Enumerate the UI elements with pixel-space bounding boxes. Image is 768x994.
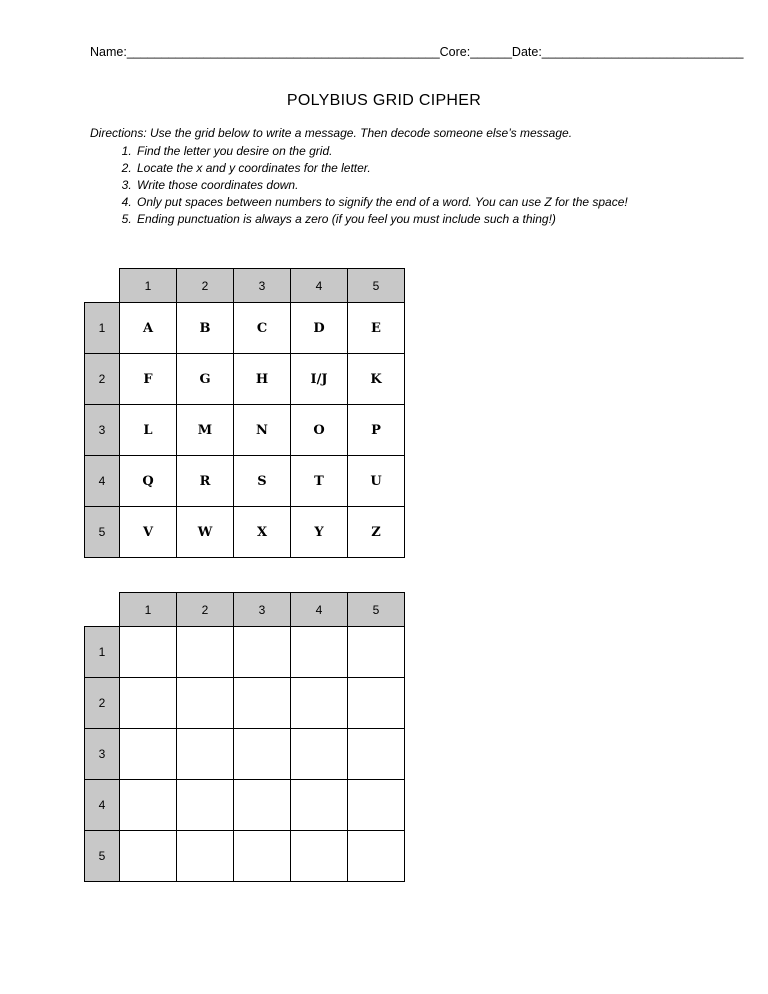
directions-intro: Directions: Use the grid below to write a message. Then decode someone else’s message.: [90, 126, 573, 140]
grid-row-5: [85, 507, 405, 558]
grid-row-5: [85, 831, 405, 882]
row-header-4: 4: [85, 456, 120, 507]
direction-step: 5. Ending punctuation is always a zero (if you feel you must include such a thing!): [135, 211, 628, 228]
col-header-4: 4: [291, 269, 348, 303]
grid-cell: G: [177, 354, 234, 405]
grid-row-4: [85, 780, 405, 831]
grid-cell: H: [234, 354, 291, 405]
row-header-5: 5: [85, 831, 120, 882]
grid-cell: C: [234, 303, 291, 354]
grid-cell: U: [348, 456, 405, 507]
blank-cell: [234, 780, 291, 831]
row-header-3: 3: [85, 729, 120, 780]
grid-cell: F: [120, 354, 177, 405]
blank-cell: [177, 831, 234, 882]
blank-cell: [177, 729, 234, 780]
direction-step: 3. Write those coordinates down.: [135, 177, 628, 194]
directions-steps: [90, 143, 628, 228]
row-header-5: 5: [85, 507, 120, 558]
blank-cell: [120, 831, 177, 882]
grid-header-row: [85, 269, 405, 303]
page-title: POLYBIUS GRID CIPHER: [286, 92, 482, 109]
blank-cell: [348, 780, 405, 831]
grid-cell: V: [120, 507, 177, 558]
grid-cell: B: [177, 303, 234, 354]
directions: [90, 126, 628, 228]
blank-cell: [234, 729, 291, 780]
blank-cell: [120, 627, 177, 678]
grid-row-1: [85, 627, 405, 678]
col-header-2: 2: [177, 269, 234, 303]
blank-cell: [120, 780, 177, 831]
direction-step: 2. Locate the x and y coordinates for the letter.: [135, 160, 628, 177]
blank-cell: [234, 678, 291, 729]
direction-step: 4. Only put spaces between numbers to signify the end of a word. You can use Z for the space!: [135, 194, 628, 211]
row-header-2: 2: [85, 678, 120, 729]
grid-corner: [85, 593, 120, 627]
grid-header-row: [85, 593, 405, 627]
grid-row-4: [85, 456, 405, 507]
grid-cell: M: [177, 405, 234, 456]
row-header-4: 4: [85, 780, 120, 831]
name-core-date-line: Name:_____________________________________________Core:______Date:_____________________________: [90, 45, 744, 59]
grid-row-3: [85, 729, 405, 780]
col-header-5: 5: [348, 593, 405, 627]
col-header-1: 1: [120, 593, 177, 627]
blank-grid: [84, 592, 405, 882]
grid-cell: T: [291, 456, 348, 507]
col-header-3: 3: [234, 269, 291, 303]
grid-cell: N: [234, 405, 291, 456]
blank-cell: [348, 729, 405, 780]
grid-cell: E: [348, 303, 405, 354]
col-header-2: 2: [177, 593, 234, 627]
grid-cell: D: [291, 303, 348, 354]
grid-cell: A: [120, 303, 177, 354]
grid-cell: L: [120, 405, 177, 456]
grid-cell: O: [291, 405, 348, 456]
blank-cell: [234, 831, 291, 882]
grid-cell: I/J: [291, 354, 348, 405]
blank-cell: [348, 831, 405, 882]
blank-cell: [348, 627, 405, 678]
grid-cell: X: [234, 507, 291, 558]
grid-cell: S: [234, 456, 291, 507]
blank-cell: [120, 729, 177, 780]
grid-cell: Y: [291, 507, 348, 558]
grid-cell: Z: [348, 507, 405, 558]
col-header-4: 4: [291, 593, 348, 627]
blank-cell: [120, 678, 177, 729]
polybius-grid: [84, 268, 405, 558]
blank-cell: [177, 678, 234, 729]
grid-row-2: [85, 678, 405, 729]
blank-cell: [177, 627, 234, 678]
blank-cell: [291, 831, 348, 882]
blank-cell: [177, 780, 234, 831]
grid-row-3: [85, 405, 405, 456]
grid-row-1: [85, 303, 405, 354]
col-header-5: 5: [348, 269, 405, 303]
grid-cell: W: [177, 507, 234, 558]
col-header-3: 3: [234, 593, 291, 627]
grid-row-2: [85, 354, 405, 405]
blank-cell: [234, 627, 291, 678]
row-header-2: 2: [85, 354, 120, 405]
blank-cell: [291, 780, 348, 831]
blank-cell: [291, 678, 348, 729]
row-header-1: 1: [85, 303, 120, 354]
row-header-3: 3: [85, 405, 120, 456]
blank-cell: [348, 678, 405, 729]
direction-step: 1. Find the letter you desire on the grid.: [135, 143, 628, 160]
blank-cell: [291, 729, 348, 780]
grid-cell: Q: [120, 456, 177, 507]
grid-corner: [85, 269, 120, 303]
grid-cell: P: [348, 405, 405, 456]
grid-cell: K: [348, 354, 405, 405]
grid-cell: R: [177, 456, 234, 507]
col-header-1: 1: [120, 269, 177, 303]
blank-cell: [291, 627, 348, 678]
row-header-1: 1: [85, 627, 120, 678]
